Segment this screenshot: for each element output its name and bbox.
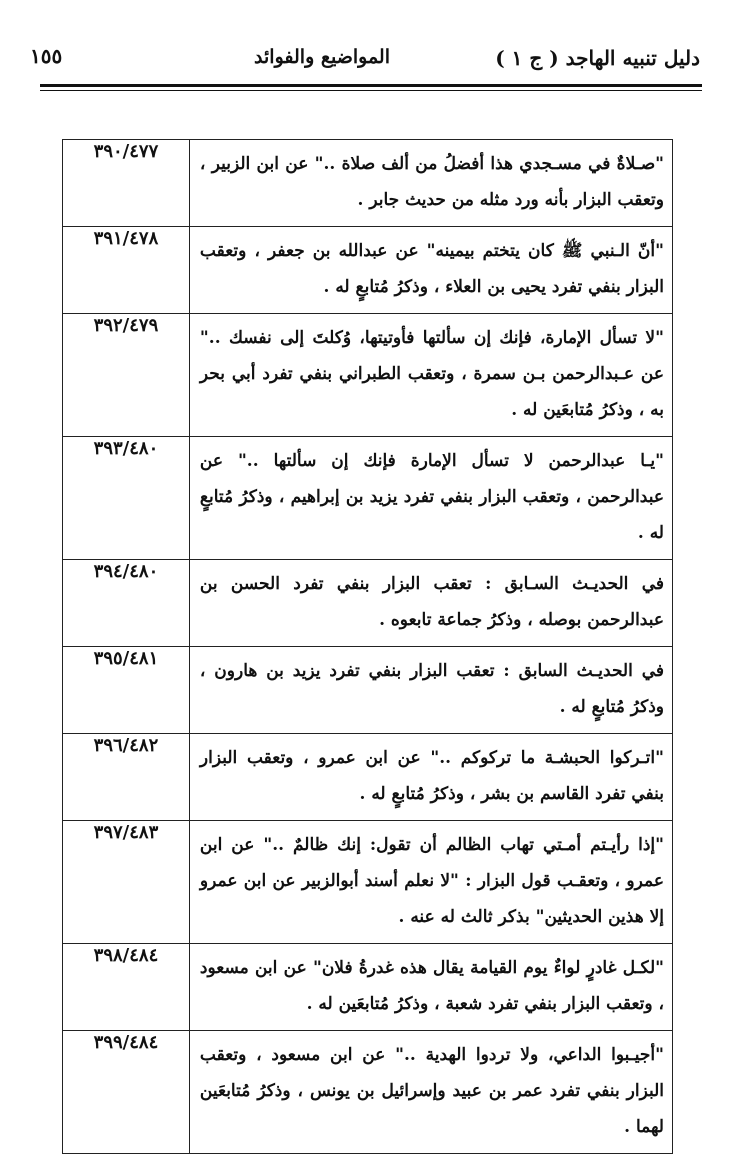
entry-text: "لكـل غادرٍ لواءٌ يوم القيامة يقال هذه غدرةُ فلان" عن ابن مسعود ، وتعقب البزار بنفي تفرد شعبة ، وذكرُ مُتابعَين له . [189, 944, 672, 1031]
table-row [63, 227, 673, 314]
entry-reference-number: ٣٩٥/٤٨١ [93, 648, 159, 669]
table-row [63, 647, 673, 734]
entry-reference [63, 647, 190, 734]
entry-reference [63, 944, 190, 1031]
entry-text: في الحديـث السابق : تعقب البزار بنفي تفرد يزيد بن هارون ، وذكرُ مُتابعٍ له . [189, 647, 672, 734]
table-row [63, 944, 673, 1031]
entry-reference-number: ٣٩٩/٤٨٤ [93, 1032, 159, 1053]
table-row [63, 734, 673, 821]
entry-text: "يـا عبدالرحمن لا تسأل الإمارة فإنك إن سألتها .." عن عبدالرحمن ، وتعقب البزار بنفي تفرد يزيد بن إبراهيم ، وذكرُ مُتابعٍ له . [189, 437, 672, 560]
header-rule-thin [40, 90, 702, 91]
entry-reference-number: ٣٩٤/٤٨٠ [93, 561, 159, 582]
entry-text: "صـلاةٌ في مسـجدي هذا أفضلُ من ألف صلاة .." عن ابن الزبير ، وتعقب البزار بأنه ورد مثله من حديث جابر . [189, 140, 672, 227]
entry-text: "أنّ الـنبي ﷺ كان يتختم بيمينه" عن عبدالله بن جعفر ، وتعقب البزار بنفي تفرد يحيى بن العلاء ، وذكرُ مُتابعٍ له . [189, 227, 672, 314]
entry-reference-number: ٣٩٦/٤٨٢ [93, 735, 159, 756]
entry-reference [63, 314, 190, 437]
entry-reference-number: ٣٩٨/٤٨٤ [93, 945, 159, 966]
page-number: ١٥٥ [30, 44, 63, 68]
header-rule-thick [40, 84, 702, 87]
entry-reference [63, 140, 190, 227]
entry-text: "إذا رأيـتم أمـتي تهاب الظالم أن تقول: إنك ظالمٌ .." عن ابن عمرو ، وتعقـب قول البزار : "لا نعلم أسند أبوالزبير عن ابن عمرو إلا هذين الحديثين" بذكر ثالث له عنه . [189, 821, 672, 944]
table-row [63, 1031, 673, 1154]
running-header [30, 40, 700, 80]
table-row [63, 437, 673, 560]
entry-text: "أجيـبوا الداعي، ولا تردوا الهدية .." عن ابن مسعود ، وتعقب البزار بنفي تفرد عمر بن عبيد وإسرائيل بن يونس ، وذكرُ مُتابعَين لهما . [189, 1031, 672, 1154]
entry-reference-number: ٣٩٣/٤٨٠ [93, 438, 159, 459]
entry-reference-number: ٣٩١/٤٧٨ [93, 228, 159, 249]
entry-reference [63, 821, 190, 944]
section-title: المواضيع والفوائد [254, 46, 390, 68]
entries-table [62, 139, 673, 1154]
table-row [63, 821, 673, 944]
entry-reference [63, 227, 190, 314]
entry-reference-number: ٣٩٠/٤٧٧ [93, 141, 159, 162]
entry-reference [63, 1031, 190, 1154]
entry-reference [63, 560, 190, 647]
entry-reference-number: ٣٩٢/٤٧٩ [93, 315, 159, 336]
entry-reference [63, 734, 190, 821]
entry-reference-number: ٣٩٧/٤٨٣ [93, 822, 159, 843]
table-row [63, 560, 673, 647]
table-row [63, 140, 673, 227]
table-row [63, 314, 673, 437]
entry-text: في الحديـث السـابق : تعقب البزار بنفي تفرد الحسن بن عبدالرحمن بوصله ، وذكرُ جماعة تابعوه . [189, 560, 672, 647]
book-title: دليل تنبيه الهاجد ( ج ١ ) [495, 46, 700, 70]
entry-text: "اتـركوا الحبشـة ما تركوكم .." عن ابن عمرو ، وتعقب البزار بنفي تفرد القاسم بن بشر ، وذكرُ مُتابعٍ له . [189, 734, 672, 821]
entry-reference [63, 437, 190, 560]
entry-text: "لا تسأل الإمارة، فإنك إن سألتها فأوتيتها، وُكلتَ إلى نفسك .." عن عـبدالرحمن بـن سمرة ، وتعقب الطبراني بنفي تفرد أبي بحر به ، وذكرُ مُتابعَين له . [189, 314, 672, 437]
